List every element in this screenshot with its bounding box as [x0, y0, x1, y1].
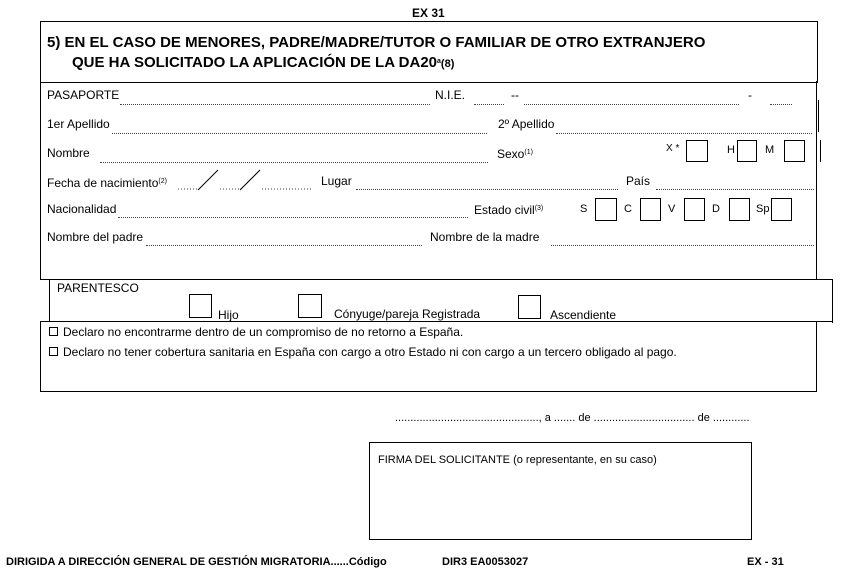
- footer-code: EX - 31: [747, 556, 784, 568]
- lugar-field[interactable]: [356, 189, 618, 190]
- estado-c-checkbox[interactable]: [640, 198, 661, 221]
- nie-separator-2: -: [748, 88, 752, 102]
- estado-sp-label: Sp: [756, 203, 770, 215]
- parentesco-hijo-label: Hijo: [218, 308, 239, 322]
- sexo-m-label: M: [765, 144, 775, 156]
- estado-s-checkbox[interactable]: [595, 198, 617, 221]
- declarations-bottom-border: [40, 391, 817, 392]
- declarations-right-border: [816, 321, 817, 391]
- parentesco-ascendiente-checkbox[interactable]: [518, 295, 541, 319]
- parentesco-hijo-checkbox[interactable]: [189, 294, 212, 318]
- nombre-madre-field[interactable]: [551, 245, 814, 246]
- section-title-box: [40, 21, 818, 83]
- parentesco-ascendiente-label: Ascendiente: [550, 308, 617, 322]
- signature-label: FIRMA DEL SOLICITANTE (o representante, en su caso): [378, 454, 657, 466]
- nie-letter-field[interactable]: [474, 104, 504, 105]
- nombre-padre-field[interactable]: [146, 245, 422, 246]
- apellido1-field[interactable]: [112, 133, 487, 134]
- estado-s-label: S: [580, 203, 588, 215]
- estado-v-checkbox[interactable]: [684, 198, 705, 221]
- pais-label: País: [626, 174, 651, 188]
- apellido2-label: 2º Apellido: [498, 117, 555, 131]
- declaration-item-1[interactable]: Declaro no encontrarme dentro de un compromiso de no retorno a España.: [49, 325, 463, 339]
- apellido2-field[interactable]: [556, 133, 812, 134]
- footer-dir3: DIR3 EA0053027: [442, 556, 529, 568]
- declarations-left-border: [40, 321, 41, 391]
- parentesco-right-border: [832, 279, 833, 323]
- estado-civil-label: Estado civil$^{(3)}$: [474, 203, 544, 217]
- nacionalidad-field[interactable]: [118, 217, 468, 218]
- declaration-item-2[interactable]: Declaro no tener cobertura sanitaria en España con cargo a otro Estado ni con cargo a un tercero obligado al pago.: [49, 345, 677, 359]
- declaration-checkbox-icon[interactable]: [49, 327, 58, 336]
- nombre-madre-label: Nombre de la madre: [430, 230, 540, 244]
- parentesco-left-border: [49, 279, 50, 322]
- apellido1-label: 1er Apellido: [47, 117, 110, 131]
- frame-right-tick: [818, 100, 819, 132]
- pasaporte-field[interactable]: [120, 104, 430, 105]
- sexo-x-checkbox[interactable]: [686, 140, 708, 162]
- estado-d-checkbox[interactable]: [729, 198, 750, 221]
- pais-field[interactable]: [656, 189, 814, 190]
- estado-sp-checkbox[interactable]: [771, 198, 792, 221]
- estado-v-label: V: [668, 203, 676, 215]
- parentesco-conyuge-label: Cónyuge/pareja Registrada: [334, 307, 481, 321]
- estado-d-label: D: [712, 203, 720, 215]
- sexo-h-label: H: [727, 144, 735, 156]
- sexo-m-checkbox[interactable]: [784, 140, 805, 162]
- nombre-padre-label: Nombre del padre: [47, 230, 144, 244]
- pasaporte-label: PASAPORTE: [47, 88, 120, 102]
- footer-dirigida: DIRIGIDA A DIRECCIÓN GENERAL DE GESTIÓN MIGRATORIA......Código: [6, 556, 387, 568]
- section-title-line1: 5) EN EL CASO DE MENORES, PADRE/MADRE/TUTOR O FAMILIAR DE OTRO EXTRANJERO: [47, 34, 706, 51]
- sexo-h-checkbox[interactable]: [737, 140, 757, 162]
- place-date-line[interactable]: ..............................................., a ....... de ................................. de ............: [395, 412, 750, 424]
- fecha-nacimiento-label: Fecha de nacimiento$^{(2)}$: [47, 176, 167, 190]
- nombre-field[interactable]: [100, 162, 488, 163]
- section-title-line2: QUE HA SOLICITADO LA APLICACIÓN DE LA DA20$^a$(8): [72, 54, 455, 71]
- estado-c-label: C: [624, 203, 632, 215]
- parentesco-top-border: [40, 279, 832, 280]
- form-code-header: EX 31: [412, 6, 445, 20]
- parentesco-conyuge-checkbox[interactable]: [298, 294, 322, 318]
- nie-control-field[interactable]: [770, 104, 792, 105]
- nie-label: N.I.E.: [435, 88, 466, 102]
- fecha-nacimiento-field[interactable]: [176, 166, 316, 192]
- nie-number-field[interactable]: [524, 104, 739, 105]
- lugar-label: Lugar: [321, 174, 352, 188]
- nacionalidad-label: Nacionalidad: [47, 202, 117, 216]
- sexo-label: Sexo$^{(1)}$: [497, 147, 533, 161]
- declaration-checkbox-icon[interactable]: [49, 347, 58, 356]
- sexo-x-label: X *: [666, 143, 680, 154]
- nie-separator-1: --: [511, 88, 519, 102]
- declarations-top-border: [40, 321, 832, 322]
- frame-left-border: [40, 81, 41, 279]
- nombre-label: Nombre: [47, 146, 90, 160]
- frame-right-tick-2: [820, 140, 821, 162]
- frame-right-border: [816, 81, 817, 279]
- parentesco-label: PARENTESCO: [57, 281, 139, 295]
